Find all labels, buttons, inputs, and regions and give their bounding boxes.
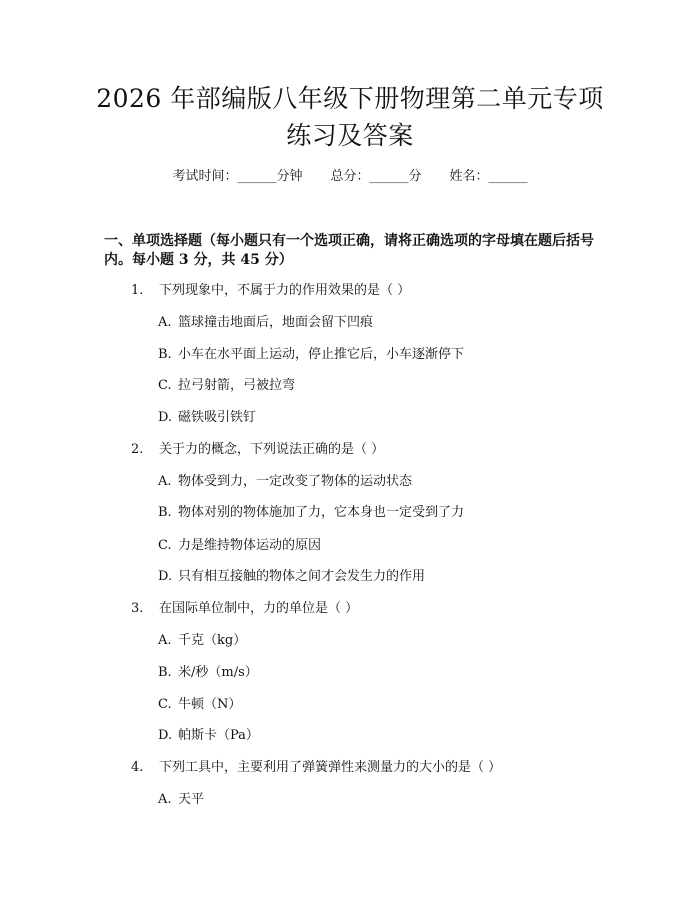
option-text: 帕斯卡（Pa） [178,728,259,743]
option-letter: D. [158,410,173,425]
option-letter: C. [158,378,172,393]
question-text: 关于力的概念，下列说法正确的是（ ） [159,442,385,457]
question-3 [131,600,358,618]
option-text: 小车在水平面上运动，停止推它后，小车逐渐停下 [178,347,465,362]
question-text: 下列现象中，不属于力的作用效果的是（ ） [159,283,411,298]
question-2-option-a [158,473,412,491]
option-text: 物体受到力，一定改变了物体的运动状态 [178,474,413,489]
option-letter: A. [158,474,172,489]
question-3-option-d [158,727,259,745]
section-heading-line-2: 内。每小题 3 分，共 45 分） [104,252,293,268]
question-3-option-b [158,664,258,682]
option-letter: A. [158,792,172,807]
total-score-field: 总分：______分 [330,169,422,184]
option-letter: D. [158,569,173,584]
option-letter: C. [158,697,172,712]
question-1-option-c [158,377,295,395]
option-text: 物体对别的物体施加了力，它本身也一定受到了力 [178,505,465,520]
question-2 [131,441,384,459]
page-title-line-2: 练习及答案 [286,121,414,150]
question-1-option-b [158,346,464,364]
question-number: 2. [131,442,144,457]
question-2-option-b [158,504,464,522]
question-1 [131,282,410,300]
option-text: 只有相互接触的物体之间才会发生力的作用 [178,569,426,584]
option-text: 篮球撞击地面后，地面会留下凹痕 [178,315,374,330]
option-letter: C. [158,538,172,553]
option-text: 拉弓射箭，弓被拉弯 [178,378,296,393]
question-4-option-a [158,791,204,809]
exam-time-field: 考试时间：______分钟 [172,169,303,184]
option-letter: A. [158,633,172,648]
exam-meta [0,168,700,186]
page-title-line-1: 2026 年部编版八年级下册物理第二单元专项 [96,84,604,113]
question-2-option-d [158,568,425,586]
option-letter: D. [158,728,173,743]
question-3-option-a [158,632,246,650]
option-letter: A. [158,315,172,330]
option-text: 千克（kg） [178,633,247,648]
option-text: 牛顿（N） [178,697,242,712]
student-name-field: 姓名：______ [449,169,528,184]
option-letter: B. [158,347,172,362]
option-text: 力是维持物体运动的原因 [178,538,322,553]
option-letter: B. [158,505,172,520]
section-heading-line-1: 一、单项选择题（每小题只有一个选项正确，请将正确选项的字母填在题后括号 [104,233,594,249]
question-4 [131,759,501,777]
option-text: 天平 [178,792,205,807]
question-text: 下列工具中，主要利用了弹簧弹性来测量力的大小的是（ ） [159,760,502,775]
question-number: 1. [131,283,144,298]
question-1-option-a [158,314,373,332]
question-1-option-d [158,409,256,427]
option-text: 磁铁吸引铁钉 [178,410,257,425]
question-number: 3. [131,601,144,616]
question-text: 在国际单位制中，力的单位是（ ） [159,601,359,616]
question-2-option-c [158,537,321,555]
question-number: 4. [131,760,144,775]
option-text: 米/秒（m/s） [178,665,258,680]
option-letter: B. [158,665,172,680]
question-3-option-c [158,696,241,714]
